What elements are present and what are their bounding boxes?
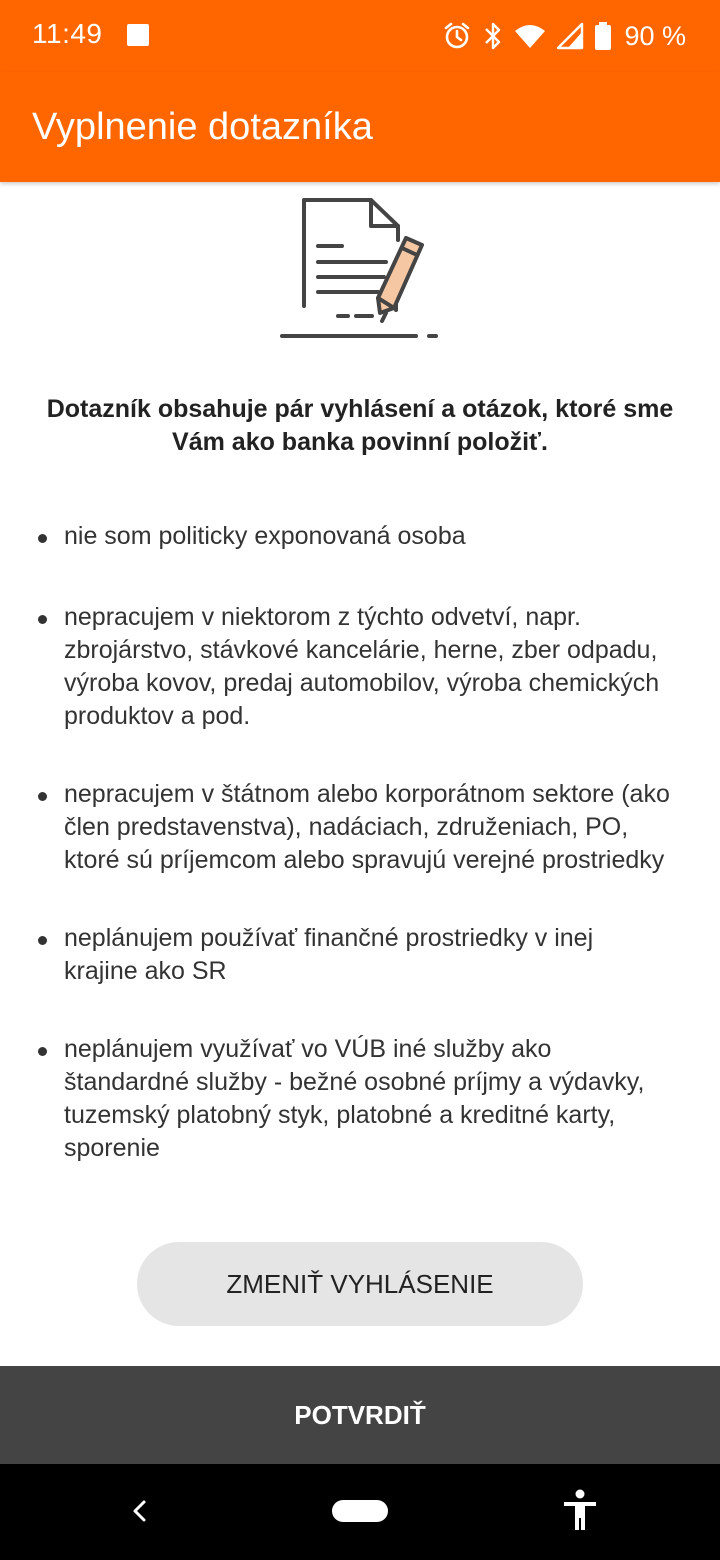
app-bar bbox=[0, 72, 720, 182]
confirm-button[interactable]: POTVRDIŤ bbox=[0, 1366, 720, 1464]
battery-icon bbox=[594, 21, 612, 51]
intro-text: Dotazník obsahuje pár vyhlásení a otázok, ktoré sme Vám ako banka povinní položiť. bbox=[46, 395, 674, 456]
signal-icon bbox=[556, 22, 584, 50]
list-item bbox=[0, 922, 720, 988]
notification-square-icon bbox=[127, 24, 149, 46]
statement-text: neplánujem používať finančné prostriedky v inej krajine ako SR bbox=[64, 924, 594, 985]
statement-text: neplánujem využívať vo VÚB iné služby ako štandardné služby - bežné osobné príjmy a výdavky, tuzemský platobný styk, platobné a kreditné karty, sporenie bbox=[64, 1035, 645, 1162]
page-title: Vyplnenie dotazníka bbox=[32, 106, 373, 148]
bullet-icon bbox=[38, 936, 47, 945]
statement-text: nepracujem v štátnom alebo korporátnom sektore (ako člen predstavenstva), nadáciach, združeniach, PO, ktoré sú príjemcom alebo spravujú verejné prostriedky bbox=[64, 780, 670, 874]
back-icon[interactable] bbox=[126, 1494, 152, 1533]
system-nav-bar bbox=[0, 1464, 720, 1560]
bluetooth-icon bbox=[482, 21, 504, 51]
list-item bbox=[0, 778, 720, 877]
status-bar bbox=[0, 0, 720, 72]
alarm-icon bbox=[442, 21, 472, 51]
document-pencil-icon bbox=[276, 196, 446, 346]
list-item bbox=[0, 520, 720, 553]
wifi-icon bbox=[514, 22, 546, 50]
list-item bbox=[0, 1033, 720, 1165]
home-icon[interactable] bbox=[332, 1500, 388, 1522]
statement-text: nepracujem v niektorom z týchto odvetví, napr. zbrojárstvo, stávkové kancelárie, herne, zber odpadu, výroba kovov, predaj automobilov, výroba chemických produktov a pod. bbox=[64, 603, 660, 730]
status-icons bbox=[442, 16, 686, 56]
statement-text: nie som politicky exponovaná osoba bbox=[64, 522, 466, 550]
bullet-icon bbox=[38, 615, 47, 624]
bullet-icon bbox=[38, 792, 47, 801]
bullet-icon bbox=[38, 534, 47, 543]
battery-percentage: 90 % bbox=[624, 20, 686, 51]
accessibility-icon[interactable] bbox=[560, 1488, 600, 1537]
status-time: 11:49 bbox=[32, 18, 103, 49]
bullet-icon bbox=[38, 1047, 47, 1056]
list-item bbox=[0, 601, 720, 733]
statement-list bbox=[0, 520, 720, 1165]
change-statement-button[interactable]: ZMENIŤ VYHLÁSENIE bbox=[137, 1242, 583, 1326]
